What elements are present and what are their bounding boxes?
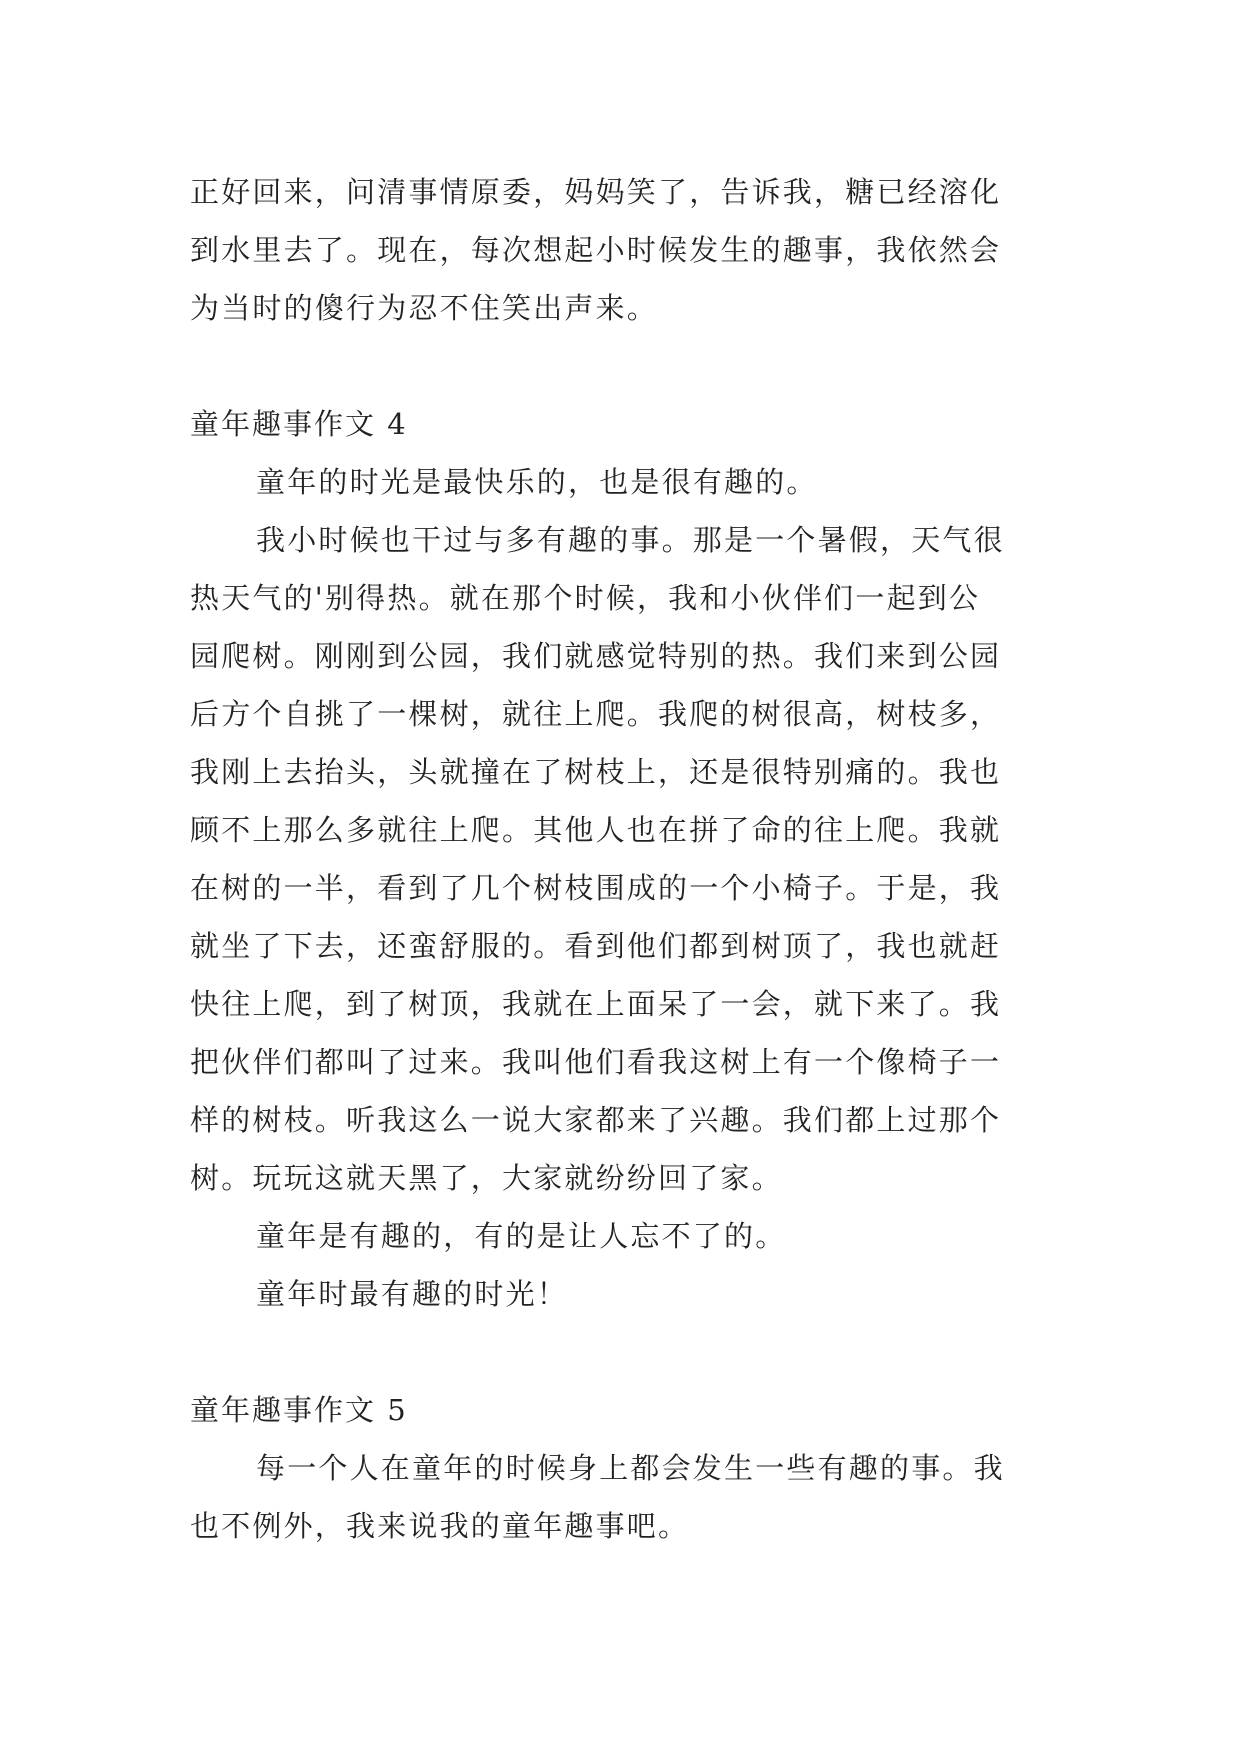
text-line: 我刚上去抬头，头就撞在了树枝上，还是很特别痛的。我也: [190, 755, 1002, 789]
essay-4-paragraph-3: [190, 1207, 1058, 1265]
text-line: 童年的时光是最快乐的，也是很有趣的。: [256, 465, 818, 499]
text-line: 在树的一半，看到了几个树枝围成的一个小椅子。于是，我: [190, 871, 1002, 905]
text-line: 正好回来，问清事情原委，妈妈笑了，告诉我，糖已经溶化: [190, 175, 1002, 209]
text-line: 热天气的'别得热。就在那个时候，我和小伙伴们一起到公: [190, 581, 981, 615]
essay-5-heading: 童年趣事作文 5: [190, 1393, 408, 1427]
text-line: 每一个人在童年的时候身上都会发生一些有趣的事。我: [256, 1451, 1005, 1485]
text-line: 童年时最有趣的时光！: [256, 1277, 569, 1311]
essay-4-heading: 童年趣事作文 4: [190, 407, 408, 441]
essay-5-paragraph-1: [190, 1439, 1058, 1555]
essay-4-paragraph-1: [190, 453, 1058, 511]
text-line: 我小时候也干过与多有趣的事。那是一个暑假，天气很: [256, 523, 1005, 557]
section-gap: [190, 1323, 1058, 1381]
text-line: 顾不上那么多就往上爬。其他人也在拼了命的往上爬。我就: [190, 813, 1002, 847]
text-line: 也不例外，我来说我的童年趣事吧。: [190, 1509, 690, 1543]
text-line: 后方个自挑了一棵树，就往上爬。我爬的树很高，树枝多，: [190, 697, 1002, 731]
text-line: 为当时的傻行为忍不住笑出声来。: [190, 291, 659, 325]
text-line: 童年是有趣的，有的是让人忘不了的。: [256, 1219, 787, 1253]
text-line: 就坐了下去，还蛮舒服的。看到他们都到树顶了，我也就赶: [190, 929, 1002, 963]
document-body: [190, 163, 1058, 1555]
text-line: 把伙伴们都叫了过来。我叫他们看我这树上有一个像椅子一: [190, 1045, 1002, 1079]
section-gap: [190, 337, 1058, 395]
text-line: 到水里去了。现在，每次想起小时候发生的趣事，我依然会: [190, 233, 1002, 267]
text-line: 园爬树。刚刚到公园，我们就感觉特别的热。我们来到公园: [190, 639, 1002, 673]
essay-4-paragraph-2: [190, 511, 1058, 1207]
text-line: 快往上爬，到了树顶，我就在上面呆了一会，就下来了。我: [190, 987, 1002, 1021]
essay-4-paragraph-4: [190, 1265, 1058, 1323]
intro-paragraph: [190, 163, 1058, 337]
text-line: 树。玩玩这就天黑了，大家就纷纷回了家。: [190, 1161, 783, 1195]
text-line: 样的树枝。听我这么一说大家都来了兴趣。我们都上过那个: [190, 1103, 1002, 1137]
